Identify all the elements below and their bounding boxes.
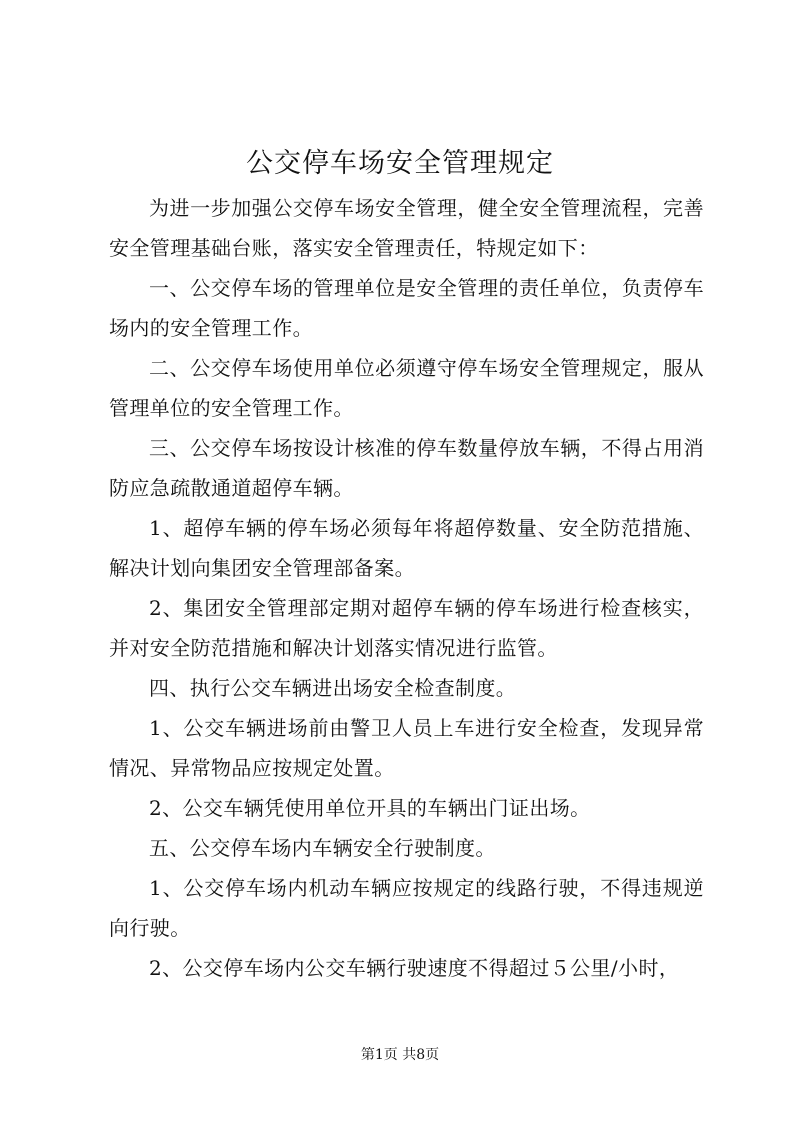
paragraph-intro: 为进一步加强公交停车场安全管理，健全安全管理流程，完善安全管理基础台账，落实安全管理责任，特规定如下： (109, 196, 704, 260)
paragraph-rule-5-item-1: 1、公交停车场内机动车辆应按规定的线路行驶，不得违规逆向行驶。 (109, 876, 704, 940)
document-body (109, 188, 704, 988)
paragraph-rule-2: 二、公交停车场使用单位必须遵守停车场安全管理规定，服从管理单位的安全管理工作。 (109, 356, 704, 420)
paragraph-rule-3-item-1: 1、超停车辆的停车场必须每年将超停数量、安全防范措施、解决计划向集团安全管理部备案。 (109, 516, 704, 580)
paragraph-rule-5: 五、公交停车场内车辆安全行驶制度。 (149, 836, 496, 860)
paragraph-rule-4-item-1: 1、公交车辆进场前由警卫人员上车进行安全检查，发现异常情况、异常物品应按规定处置。 (109, 716, 704, 780)
paragraph-rule-1: 一、公交停车场的管理单位是安全管理的责任单位，负责停车场内的安全管理工作。 (109, 276, 704, 340)
document-title: 公交停车场安全管理规定 (246, 148, 554, 179)
page-number-footer: 第1页 共8页 (360, 1047, 440, 1063)
paragraph-rule-4: 四、执行公交车辆进出场安全检查制度。 (149, 676, 517, 700)
paragraph-rule-3-item-2: 2、集团安全管理部定期对超停车辆的停车场进行检查核实，并对安全防范措施和解决计划落实情况进行监管。 (109, 596, 704, 660)
paragraph-rule-4-item-2: 2、公交车辆凭使用单位开具的车辆出门证出场。 (149, 796, 591, 820)
paragraph-rule-3: 三、公交停车场按设计核准的停车数量停放车辆，不得占用消防应急疏散通道超停车辆。 (109, 436, 704, 500)
paragraph-rule-5-item-2: 2、公交停车场内公交车辆行驶速度不得超过５公里/小时， (149, 956, 680, 980)
